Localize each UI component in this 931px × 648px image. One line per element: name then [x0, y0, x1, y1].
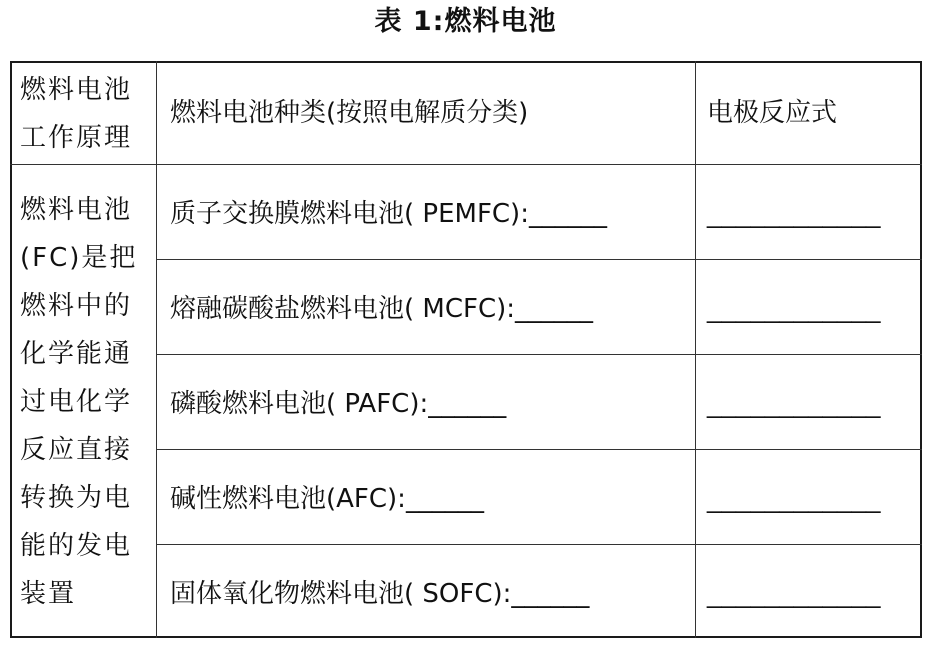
row-divider — [156, 354, 922, 355]
fuel-cell-type: 碱性燃料电池(AFC):______ — [170, 484, 484, 514]
column-divider — [695, 61, 696, 638]
header-reaction: 电极反应式 — [707, 98, 838, 128]
reaction-blank: ____________ — [707, 294, 881, 324]
header-type: 燃料电池种类(按照电解质分类) — [170, 98, 529, 128]
row-divider — [156, 544, 922, 545]
reaction-blank: ____________ — [707, 199, 881, 229]
row-divider — [156, 259, 922, 260]
header-principle: 燃料电池工作原理 — [20, 75, 133, 153]
column-divider — [156, 61, 157, 638]
row-divider — [156, 449, 922, 450]
reaction-blank: ____________ — [707, 484, 881, 514]
header-divider — [10, 164, 922, 165]
fuel-cell-type: 固体氧化物燃料电池( SOFC):______ — [170, 579, 590, 609]
table-title: 表 1:燃料电池 — [374, 6, 557, 37]
reaction-blank: ____________ — [707, 579, 881, 609]
principle-text: 燃料电池(FC)是把燃料中的化学能通过电化学反应直接转换为电能的发电装置 — [20, 195, 138, 609]
fuel-cell-type: 磷酸燃料电池( PAFC):______ — [170, 389, 507, 419]
fuel-cell-type: 熔融碳酸盐燃料电池( MCFC):______ — [170, 294, 594, 324]
reaction-blank: ____________ — [707, 389, 881, 419]
fuel-cell-type: 质子交换膜燃料电池( PEMFC):______ — [170, 199, 607, 229]
